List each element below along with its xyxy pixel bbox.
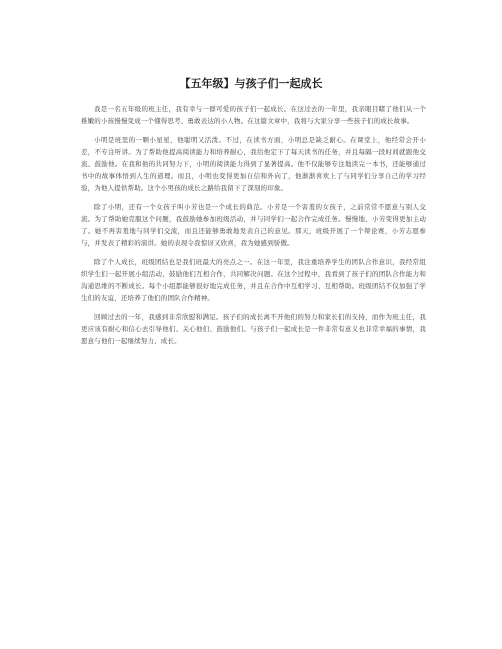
paragraph: 我是一名五年级的班主任，我有幸与一群可爱的孩子们一起成长。在这过去的一年里，我亲眼目睹了他们从一个稚嫩的小孩慢慢变成一个懂得思考、勇敢表达的小人物。在这篇文章中，我将与大家分享一些孩子们的成长故事。 (81, 105, 426, 125)
paragraph: 回顾过去的一年，我感到非常欣慰和满足。孩子们的成长离不开他们的努力和家长们的支持，而作为班主任，我更应该有耐心和信心去引导他们、关心他们、鼓励他们。与孩子们一起成长是一件非常有意义也非常幸福的事情，我愿意与他们一起继续努力、成长。 (81, 313, 426, 345)
document-body (81, 103, 426, 354)
document-title: 【五年级】与孩子们一起成长 (179, 77, 323, 90)
paragraph: 除了小明，还有一个女孩子叫小芳也是一个成长的典范。小芳是一个害羞的女孩子，之前常常不愿意与别人交流。为了帮助她克服这个问题，我鼓励她参加班级活动，并与同学们一起合作完成任务。慢慢地，小芳变得更加主动了。她不再害羞地与同学们交流，而且还能够勇敢地发表自己的意见。那天，班级开展了一个辩论赛，小芳志愿参与，并发表了精彩的演讲。她的表现令我惊讶又欣喜，我为她感到骄傲。 (81, 203, 426, 247)
paragraph: 除了个人成长，班级团结也是我们班最大的亮点之一。在这一年里，我注重培养学生的团队合作意识，我经常组织学生们一起开展小组活动，鼓励他们互相合作，共同解决问题。在这个过程中，我看到了孩子们的团队合作能力和沟通思维的不断成长。每个小组都能够很好地完成任务，并且在合作中互相学习、互相帮助。班级团结不仅加强了学生们的友谊，还培养了他们的团队合作精神。 (81, 258, 426, 302)
paragraph: 小明是班里的一颗小星星，他聪明又活泼。不过，在读书方面，小明总是缺乏耐心。在课堂上，他经常会开小差，不专注听讲。为了帮助他提高阅读能力和培养耐心，我给他定下了每天读书的任务，并且每隔一段时间就跟他交流、鼓励他。在我和他的共同努力下，小明的阅读能力得到了显著提高。他不仅能够专注地读完一本书，还能够通过书中的故事体悟到人生的道理。而且，小明也变得更加自信和外向了，他渐渐喜欢上了与同学们分享自己的学习经验，为他人提供帮助。这个小男孩的成长之路给我留下了深刻的印象。 (81, 136, 426, 192)
